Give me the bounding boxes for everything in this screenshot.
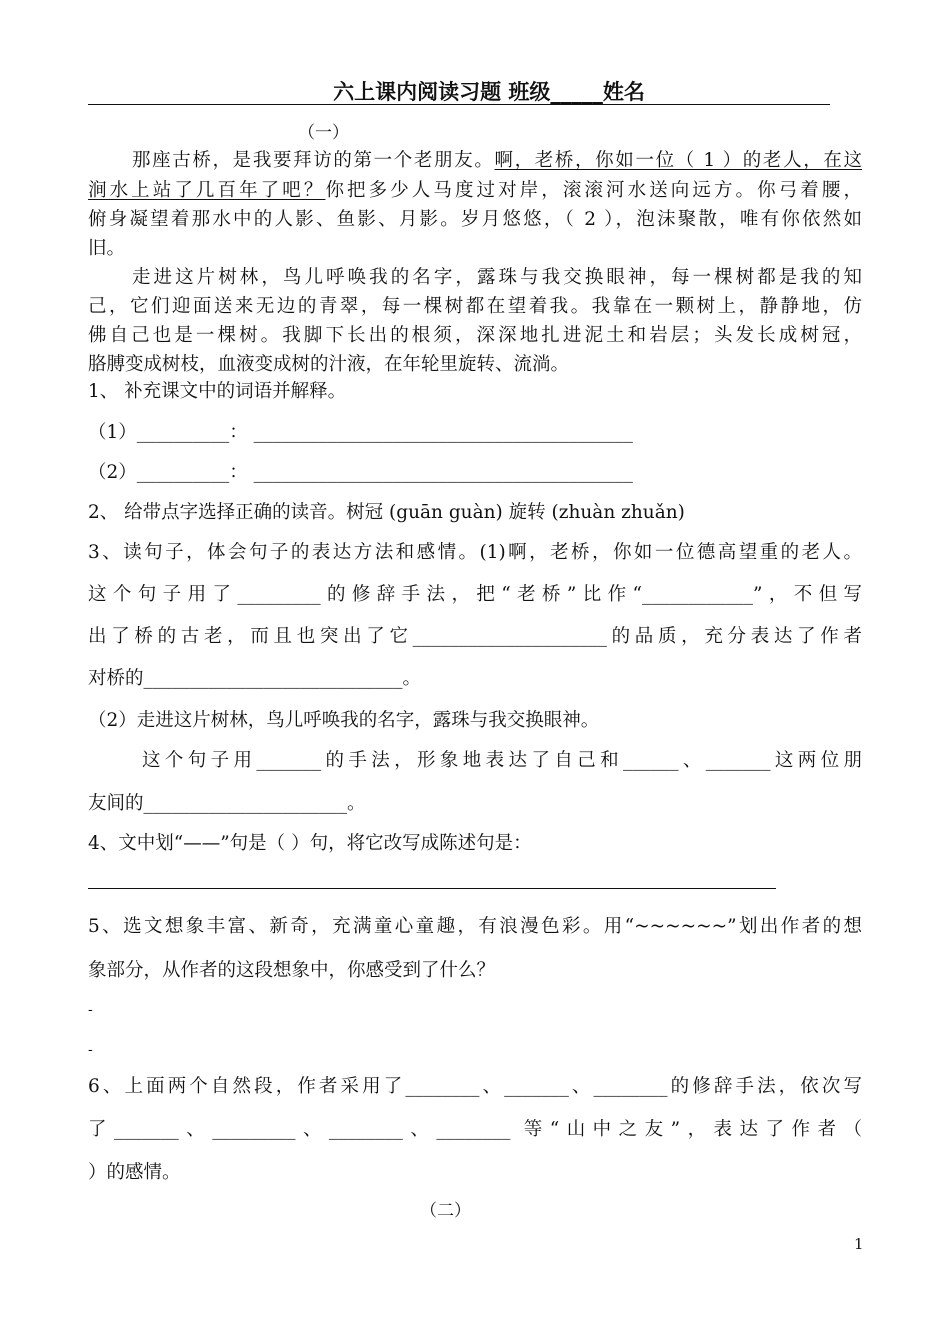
answer-dash-2: - <box>88 1042 93 1058</box>
question-6-line3: ）的感情。 <box>88 1162 181 1183</box>
passage-p1-line1 <box>88 146 862 172</box>
question-6-line2[interactable]: 了_______、_________、________、________ 等“山中之友”，表达了作者（ <box>88 1119 862 1140</box>
question-3-2-line3[interactable]: 友间的______________________。 <box>88 793 366 814</box>
passage-p2-line3: 佛自己也是一棵树。我脚下长出的根须，深深地扎进泥土和岩层；头发长成树冠， <box>88 325 862 346</box>
underlined-sentence-part2: 涧水上站了几百年了吧？ <box>88 180 326 201</box>
question-3-line2[interactable]: 这个句子用了_________的修辞手法，把“老桥”比作“____________”，不但写 <box>88 584 862 605</box>
passage-p1-line4: 旧。 <box>88 238 126 259</box>
question-3-line4[interactable]: 对桥的____________________________。 <box>88 668 422 689</box>
passage-p2-line1: 走进这片树林，鸟儿呼唤我的名字，露珠与我交换眼神，每一棵树都是我的知 <box>132 267 862 288</box>
page-number: 1 <box>854 1235 864 1253</box>
question-1-blank-1[interactable]: （1）__________： _________________________________________ <box>88 422 633 443</box>
underlined-sentence-part1: 啊，老桥，你如一位（ 1 ）的老人，在这 <box>494 150 862 171</box>
question-1-blank-2[interactable]: （2）__________： _________________________________________ <box>88 462 633 483</box>
passage-p1-line2-plain: 你把多少人马度过对岸，滚滚河水送向远方。你弓着腰， <box>325 180 862 201</box>
answer-dash-1: - <box>88 1002 93 1018</box>
question-5-line1: 5、选文想象丰富、新奇，充满童心童趣，有浪漫色彩。用“~~~~~~”划出作者的想 <box>88 916 862 937</box>
question-4-answer-line[interactable] <box>88 888 776 889</box>
section-heading-1: （一） <box>298 123 349 143</box>
section-heading-2: （二） <box>420 1201 471 1221</box>
question-1: 1、 补充课文中的词语并解释。 <box>88 381 347 402</box>
page-title: 六上课内阅读习题 班级_____姓名 <box>88 76 830 105</box>
question-2: 2、 给带点字选择正确的读音。树冠 (guān guàn) 旋转 (zhuàn zhuǎn) <box>88 502 685 523</box>
passage-p1-line3: 俯身凝望着那水中的人影、鱼影、月影。岁月悠悠，（ 2 ），泡沫聚散，唯有你依然如 <box>88 209 862 230</box>
question-3-line3[interactable]: 出了桥的古老，而且也突出了它_____________________的品质，充分表达了作者 <box>88 626 862 647</box>
question-3-2-line2[interactable]: 这个句子用_______的手法，形象地表达了自己和______、_______这两位朋 <box>142 750 862 771</box>
question-3-line1: 3、读句子，体会句子的表达方法和感情。(1)啊，老桥，你如一位德高望重的老人。 <box>88 542 862 563</box>
question-5-line2: 象部分，从作者的这段想象中，你感受到了什么？ <box>88 960 496 981</box>
passage-p2-line4: 胳膊变成树枝，血液变成树的汁液，在年轮里旋转、流淌。 <box>88 354 570 375</box>
question-6-line1[interactable]: 6、上面两个自然段，作者采用了________、_______、________的修辞手法，依次写 <box>88 1076 862 1097</box>
question-3-2-line1: （2）走进这片树林，鸟儿呼唤我的名字，露珠与我交换眼神。 <box>88 710 600 731</box>
passage-p1-line2 <box>88 176 862 202</box>
question-4: 4、文中划“——”句是（ ）句，将它改写成陈述句是： <box>88 833 532 854</box>
passage-p1-line1-plain: 那座古桥，是我要拜访的第一个老朋友。 <box>132 150 495 171</box>
passage-p2-line2: 己，它们迎面送来无边的青翠，每一棵树都在望着我。我靠在一颗树上，静静地，仿 <box>88 296 862 317</box>
